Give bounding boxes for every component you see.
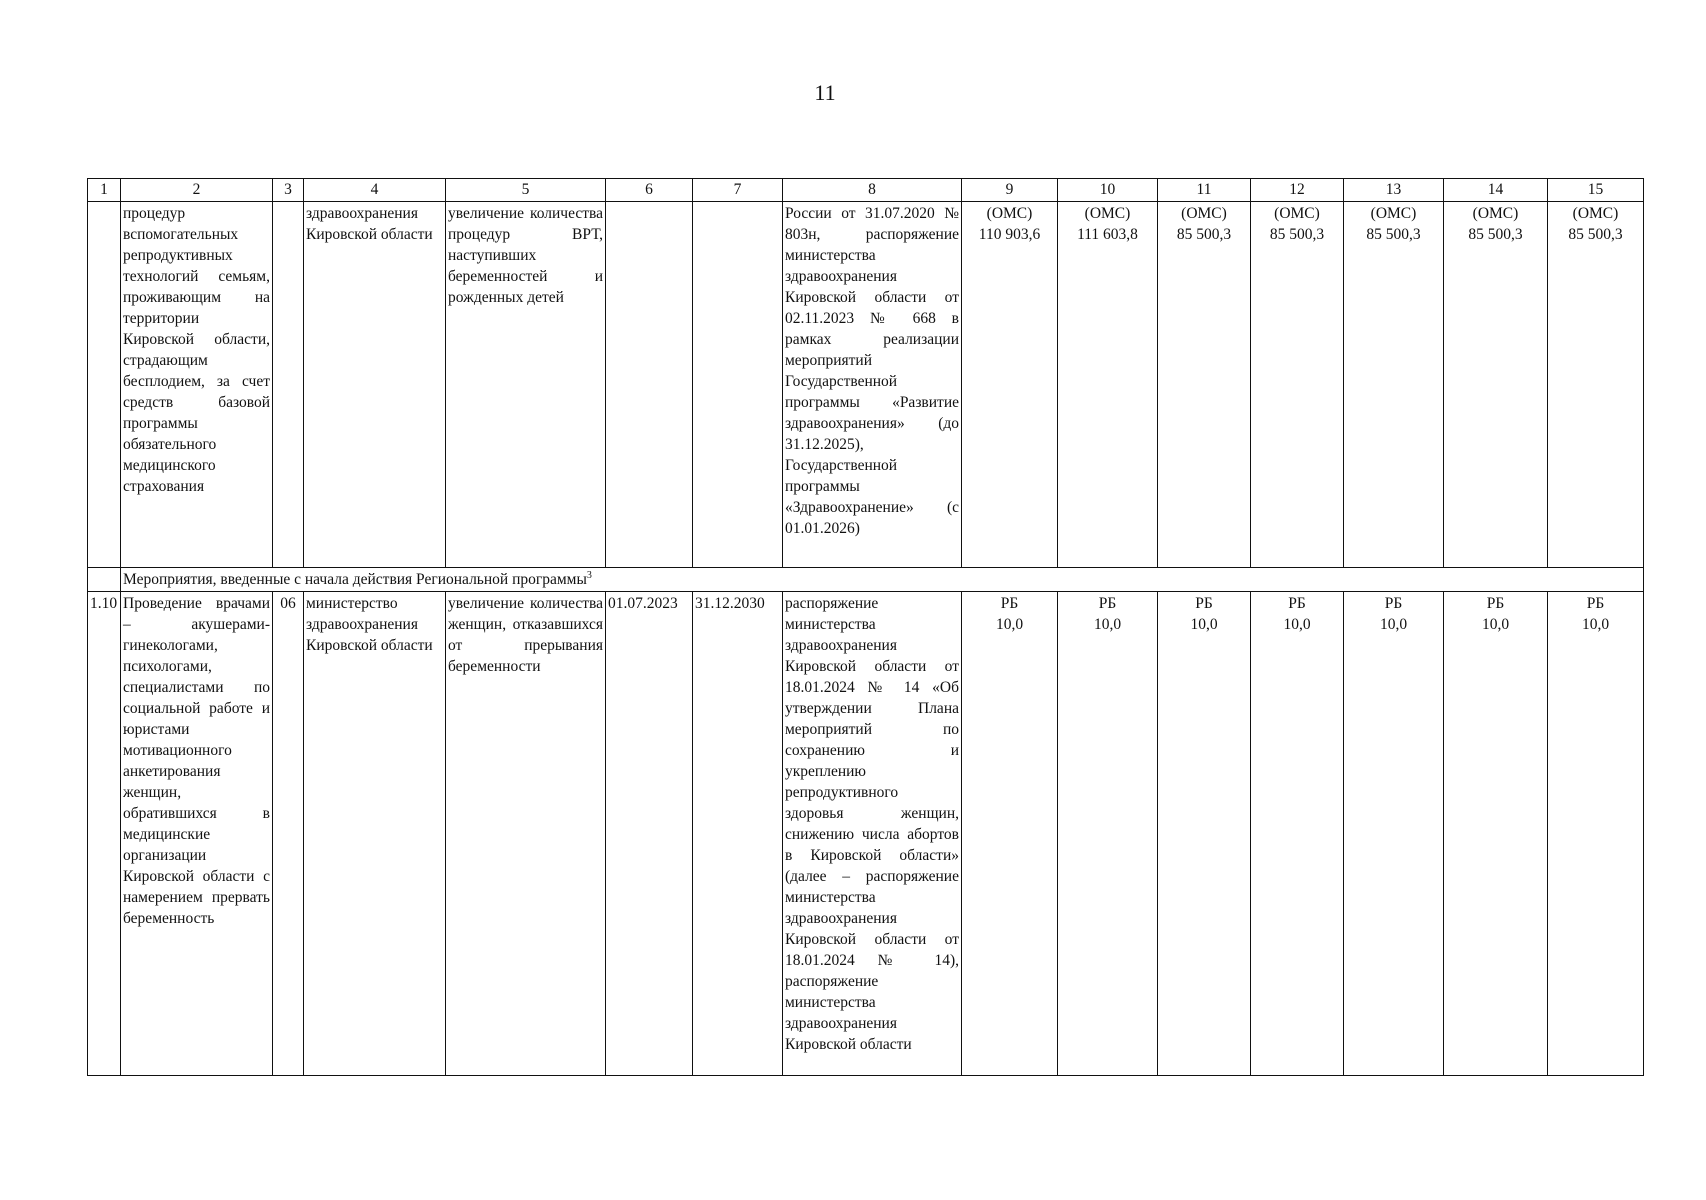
expected-result: увеличение количества процедур ВРТ, наступивших беременностей и рожденных детей <box>446 202 606 568</box>
funding-source: РБ <box>1288 595 1306 612</box>
funding-cell <box>1058 592 1158 1076</box>
funding-amount: 85 500,3 <box>1366 226 1421 243</box>
executor: здравоохранения Кировской области <box>304 202 446 568</box>
funding-source: РБ <box>1000 595 1019 612</box>
end-date <box>693 202 783 568</box>
funding-source: (ОМС) <box>1370 205 1417 222</box>
measure-code: 06 <box>273 592 304 1076</box>
funding-cell <box>1444 592 1548 1076</box>
funding-amount: 85 500,3 <box>1269 226 1325 243</box>
funding-source: (ОМС) <box>1274 205 1320 222</box>
column-number: 12 <box>1251 179 1344 202</box>
funding-cell <box>1548 592 1644 1076</box>
funding-cell <box>962 592 1058 1076</box>
funding-cell <box>1158 202 1251 568</box>
funding-source: РБ <box>1486 595 1505 612</box>
legal-basis: распоряжение министерства здравоохранения Кировской области от 18.01.2024 № 14 «Об утверждении Плана мероприятий по сохранению и укреплению репродуктивного здоровья женщин, снижению числа абортов в Кировской области» (далее – распоряжение министерства здравоохранения Кировской области от 18.01.2024 № 14), распоряжение министерства здравоохранения Кировской области <box>783 592 962 1076</box>
column-number: 15 <box>1548 179 1644 202</box>
funding-amount: 85 500,3 <box>1568 226 1623 243</box>
funding-amount: 10,0 <box>1379 616 1408 633</box>
column-number: 14 <box>1444 179 1548 202</box>
funding-amount: 10,0 <box>995 616 1024 633</box>
funding-amount: 110 903,6 <box>978 226 1041 243</box>
executor: министерство здравоохранения Кировской области <box>304 592 446 1076</box>
funding-cell <box>1158 592 1251 1076</box>
column-number: 6 <box>606 179 693 202</box>
funding-source: (ОМС) <box>1181 205 1227 222</box>
funding-amount: 10,0 <box>1481 616 1510 633</box>
funding-source: РБ <box>1098 595 1117 612</box>
section-title-text: Мероприятия, введенные с начала действия Региональной программы <box>123 571 587 588</box>
row-number <box>88 202 121 568</box>
measure-name: процедур вспомогательных репродуктивных технологий семьям, проживающим на территории Кировской области, страдающим бесплодием, за счет средств базовой программы обязательного медицинского страхования <box>121 202 273 568</box>
funding-cell <box>1344 202 1444 568</box>
funding-cell <box>1444 202 1548 568</box>
funding-source: РБ <box>1195 595 1213 612</box>
funding-amount: 10,0 <box>1093 616 1122 633</box>
table-row <box>88 592 1644 1076</box>
funding-amount: 85 500,3 <box>1468 226 1523 243</box>
funding-cell <box>1344 592 1444 1076</box>
funding-source: (ОМС) <box>1084 205 1131 222</box>
column-number: 10 <box>1058 179 1158 202</box>
section-spacer <box>88 568 121 592</box>
funding-cell <box>962 202 1058 568</box>
section-title <box>121 568 1644 592</box>
column-number: 2 <box>121 179 273 202</box>
funding-source: РБ <box>1384 595 1403 612</box>
column-number: 4 <box>304 179 446 202</box>
column-number: 7 <box>693 179 783 202</box>
start-date: 01.07.2023 <box>606 592 693 1076</box>
funding-source: (ОМС) <box>986 205 1033 222</box>
legal-basis: России от 31.07.2020 № 803н, распоряжение министерства здравоохранения Кировской области от 02.11.2023 № 668 в рамках реализации мероприятий Государственной программы «Развитие здравоохранения» (до 31.12.2025), Государственной программы «Здравоохранение» (с 01.01.2026) <box>783 202 962 568</box>
column-number: 1 <box>88 179 121 202</box>
funding-amount: 111 603,8 <box>1077 226 1138 243</box>
expected-result: увеличение количества женщин, отказавшихся от прерывания беременности <box>446 592 606 1076</box>
funding-amount: 85 500,3 <box>1176 226 1232 243</box>
section-row <box>88 568 1644 592</box>
funding-cell <box>1251 592 1344 1076</box>
table-row-continued <box>88 202 1644 568</box>
column-number: 11 <box>1158 179 1251 202</box>
page-number: 11 <box>814 80 836 105</box>
start-date <box>606 202 693 568</box>
measures-table <box>87 178 1644 1076</box>
column-number: 8 <box>783 179 962 202</box>
end-date: 31.12.2030 <box>693 592 783 1076</box>
funding-source: РБ <box>1586 595 1605 612</box>
column-number: 13 <box>1344 179 1444 202</box>
measure-code <box>273 202 304 568</box>
funding-cell <box>1251 202 1344 568</box>
funding-source: (ОМС) <box>1472 205 1519 222</box>
column-number: 5 <box>446 179 606 202</box>
funding-cell <box>1548 202 1644 568</box>
column-number: 9 <box>962 179 1058 202</box>
funding-amount: 10,0 <box>1581 616 1610 633</box>
footnote-mark: 3 <box>586 569 592 581</box>
measure-name: Проведение врачами – акушерами-гинекологами, психологами, специалистами по социальной работе и юристами мотивационного анкетирования женщин, обратившихся в медицинские организации Кировской области с намерением прервать беременность <box>121 592 273 1076</box>
funding-amount: 10,0 <box>1283 616 1311 633</box>
funding-source: (ОМС) <box>1572 205 1619 222</box>
column-number-row <box>88 179 1644 202</box>
row-number: 1.10 <box>88 592 121 1076</box>
funding-amount: 10,0 <box>1190 616 1218 633</box>
column-number: 3 <box>273 179 304 202</box>
funding-cell <box>1058 202 1158 568</box>
